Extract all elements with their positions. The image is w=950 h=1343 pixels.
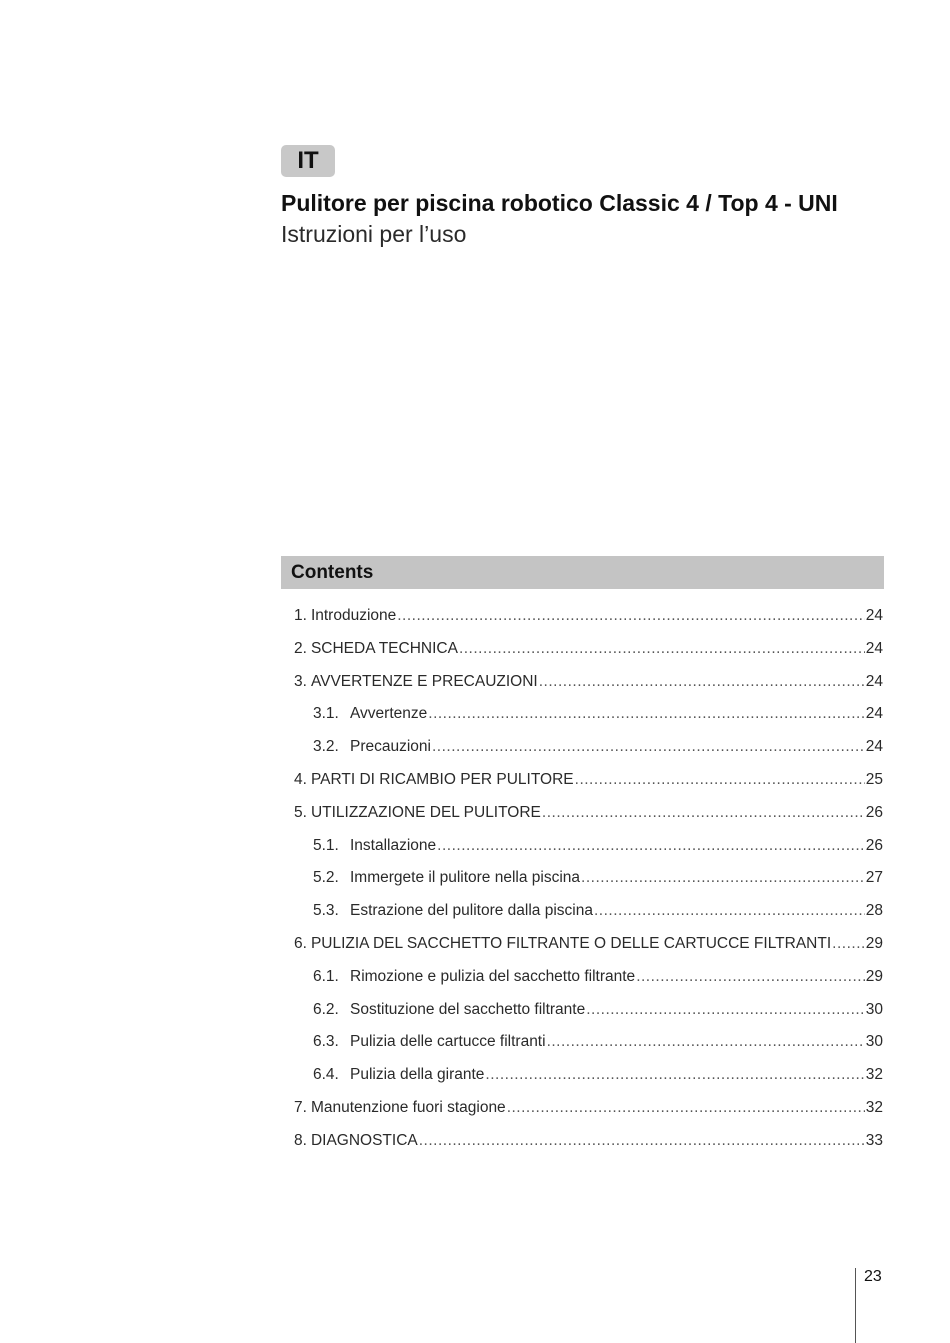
toc-entry-label: Installazione bbox=[350, 836, 437, 854]
toc-leader-dots bbox=[586, 994, 865, 1027]
toc-leader-dots bbox=[459, 633, 865, 666]
toc-leader-dots bbox=[507, 1092, 865, 1125]
table-of-contents bbox=[294, 600, 883, 1158]
toc-entry[interactable] bbox=[294, 1125, 883, 1158]
toc-entry-page: 24 bbox=[865, 705, 883, 723]
toc-entry-label: Rimozione e pulizia del sacchetto filtrante bbox=[350, 967, 636, 985]
toc-entry-number: 6.4. bbox=[313, 1066, 339, 1084]
toc-entry-page: 33 bbox=[865, 1131, 883, 1149]
toc-entry-page: 24 bbox=[865, 738, 883, 756]
language-badge: IT bbox=[281, 145, 335, 177]
toc-entry-number: 6.1. bbox=[313, 967, 339, 985]
toc-entry[interactable] bbox=[294, 1092, 883, 1125]
toc-entry-label: PARTI DI RICAMBIO PER PULITORE bbox=[310, 770, 574, 788]
toc-leader-dots bbox=[547, 1026, 865, 1059]
toc-subentry[interactable] bbox=[294, 1059, 883, 1092]
toc-entry-number: 7. bbox=[294, 1098, 307, 1116]
toc-entry-label: UTILIZZAZIONE DEL PULITORE bbox=[310, 803, 541, 821]
toc-entry-page: 30 bbox=[865, 1000, 883, 1018]
toc-entry-label: Immergete il pulitore nella piscina bbox=[350, 869, 581, 887]
toc-entry-number: 3.2. bbox=[313, 738, 339, 756]
toc-entry-page: 28 bbox=[865, 902, 883, 920]
toc-entry-page: 27 bbox=[865, 869, 883, 887]
toc-leader-dots bbox=[428, 698, 864, 731]
toc-entry-page: 24 bbox=[865, 639, 883, 657]
contents-heading: Contents bbox=[281, 556, 884, 589]
toc-entry-page: 29 bbox=[865, 967, 883, 985]
toc-entry-label: DIAGNOSTICA bbox=[310, 1131, 418, 1149]
document-subtitle: Istruzioni per l’uso bbox=[281, 221, 467, 247]
toc-subentry[interactable] bbox=[294, 1026, 883, 1059]
toc-entry-label: Introduzione bbox=[310, 607, 397, 624]
page-number: 23 bbox=[864, 1268, 882, 1285]
toc-entry-page: 29 bbox=[865, 934, 883, 952]
toc-entry-label: Manutenzione fuori stagione bbox=[310, 1098, 506, 1116]
toc-entry-number: 6.3. bbox=[313, 1033, 339, 1051]
toc-entry-label: Sostituzione del sacchetto filtrante bbox=[350, 1000, 586, 1018]
document-title: Pulitore per piscina robotico Classic 4 / Top 4 - UNI bbox=[281, 190, 838, 216]
toc-entry-label: AVVERTENZE E PRECAUZIONI bbox=[310, 672, 538, 690]
toc-entry-number: 3.1. bbox=[313, 705, 339, 723]
toc-entry-number: 6.2. bbox=[313, 1000, 339, 1018]
toc-entry-label: Pulizia della girante bbox=[350, 1066, 485, 1084]
toc-leader-dots bbox=[575, 764, 865, 797]
toc-subentry[interactable] bbox=[294, 895, 883, 928]
toc-subentry[interactable] bbox=[294, 961, 883, 994]
toc-leader-dots bbox=[581, 862, 865, 895]
toc-entry[interactable] bbox=[294, 928, 883, 961]
toc-entry-number: 2. bbox=[294, 639, 307, 657]
toc-entry[interactable] bbox=[294, 764, 883, 797]
toc-leader-dots bbox=[485, 1059, 864, 1092]
toc-subentry[interactable] bbox=[294, 994, 883, 1027]
toc-entry-number: 5.1. bbox=[313, 836, 339, 854]
toc-entry-page: 25 bbox=[865, 770, 883, 788]
toc-leader-dots bbox=[636, 961, 865, 994]
toc-entry-number: 4. bbox=[294, 770, 307, 788]
toc-leader-dots bbox=[542, 797, 865, 830]
toc-entry[interactable] bbox=[294, 797, 883, 830]
toc-leader-dots bbox=[419, 1125, 865, 1158]
toc-entry[interactable] bbox=[294, 600, 883, 633]
toc-entry-label: Estrazione del pulitore dalla piscina bbox=[350, 902, 593, 920]
toc-entry[interactable] bbox=[294, 666, 883, 699]
toc-subentry[interactable] bbox=[294, 830, 883, 863]
toc-entry-number: 5. bbox=[294, 803, 307, 821]
toc-entry[interactable] bbox=[294, 633, 883, 666]
toc-entry-label: Precauzioni bbox=[350, 738, 431, 756]
toc-subentry[interactable] bbox=[294, 862, 883, 895]
toc-leader-dots bbox=[437, 830, 865, 863]
toc-entry-page: 26 bbox=[865, 803, 883, 821]
toc-entry-number: 8. bbox=[294, 1131, 307, 1149]
toc-leader-dots bbox=[432, 731, 865, 764]
toc-entry-number: 1. bbox=[294, 607, 307, 624]
toc-entry-page: 32 bbox=[865, 1098, 883, 1116]
toc-leader-dots bbox=[539, 666, 865, 699]
toc-leader-dots bbox=[397, 600, 865, 633]
toc-entry-page: 32 bbox=[865, 1066, 883, 1084]
toc-entry-page: 26 bbox=[865, 836, 883, 854]
toc-entry-number: 3. bbox=[294, 672, 307, 690]
toc-entry-number: 6. bbox=[294, 934, 307, 952]
toc-entry-number: 5.3. bbox=[313, 902, 339, 920]
toc-entry-number: 5.2. bbox=[313, 869, 339, 887]
page-number-divider bbox=[855, 1268, 856, 1343]
toc-leader-dots bbox=[832, 928, 865, 961]
toc-subentry[interactable] bbox=[294, 698, 883, 731]
toc-entry-label: SCHEDA TECHNICA bbox=[310, 639, 458, 657]
toc-subentry[interactable] bbox=[294, 731, 883, 764]
toc-entry-page: 24 bbox=[865, 607, 883, 624]
toc-entry-page: 30 bbox=[865, 1033, 883, 1051]
toc-entry-label: Avvertenze bbox=[350, 705, 428, 723]
toc-entry-page: 24 bbox=[865, 672, 883, 690]
toc-entry-label: Pulizia delle cartucce filtranti bbox=[350, 1033, 546, 1051]
toc-entry-label: PULIZIA DEL SACCHETTO FILTRANTE O DELLE CARTUCCE FILTRANTI bbox=[310, 934, 832, 952]
toc-leader-dots bbox=[594, 895, 865, 928]
